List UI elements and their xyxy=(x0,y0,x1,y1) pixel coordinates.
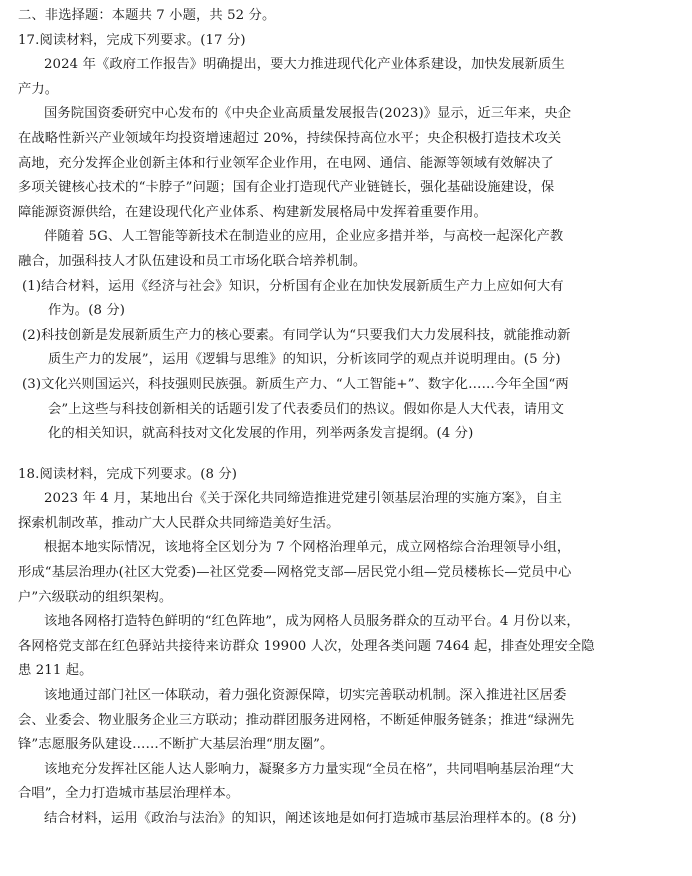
q17-header: 17.阅读材料，完成下列要求。(17 分) xyxy=(18,32,246,48)
q17-subquestion-2 xyxy=(18,324,674,373)
text-line: 作为。(8 分) xyxy=(48,303,126,319)
text-line: (1)结合材料，运用《经济与社会》知识，分析国有企业在加快发展新质生产力上应如何大有 xyxy=(22,278,564,294)
q18-question: 结合材料，运用《政治与法治》的知识，阐述该地是如何打造城市基层治理样本的。(8 分) xyxy=(44,811,577,826)
text-line: 锋”志愿服务队建设……不断扩大基层治理“朋友圈”。 xyxy=(18,737,334,753)
text-line: 该地各网格打造特色鲜明的“红色阵地”，成为网格人员服务群众的互动平台。4 月份以来， xyxy=(44,614,580,630)
text-line: 2023 年 4 月，某地出台《关于深化共同缔造推进党建引领基层治理的实施方案》，自主 xyxy=(44,491,563,507)
q17-paragraph-3 xyxy=(18,225,674,274)
text-line: 产力。 xyxy=(18,81,59,97)
q17-paragraph-2 xyxy=(18,102,674,225)
q18-header: 18.阅读材料，完成下列要求。(8 分) xyxy=(18,466,238,482)
text-line: 融合，加强科技人才队伍建设和员工市场化联合培养机制。 xyxy=(18,253,367,269)
text-line: 合唱”，全力打造城市基层治理样本。 xyxy=(18,786,240,802)
text-line: (3)文化兴则国运兴，科技强则民族强。新质生产力、“人工智能+”、数字化……今年全国“两 xyxy=(22,376,569,392)
text-line: 在战略性新兴产业领域年均投资增速超过 20%，持续保持高位水平；央企积极打造技术攻关 xyxy=(18,130,562,146)
text-line: 各网格党支部在红色驿站共接待来访群众 19900 人次，处理各类问题 7464 起，排查处理安全隐 xyxy=(18,638,595,654)
text-line: 多项关键核心技术的“卡脖子”问题；国有企业打造现代产业链链长，强化基础设施建设，保 xyxy=(18,180,555,196)
text-line: 该地充分发挥社区能人达人影响力，凝聚多方力量实现“全员在格”，共同唱响基层治理“大 xyxy=(44,761,574,777)
q18-paragraph-2 xyxy=(18,536,674,610)
text-line: 该地通过部门社区一体联动，着力强化资源保障，切实完善联动机制。深入推进社区居委 xyxy=(44,688,567,704)
text-line: 形成“基层治理办(社区大党委)—社区党委—网格党支部—居民党小组—党员楼栋长—党员中心 xyxy=(18,565,572,581)
q17-subquestion-3 xyxy=(18,373,674,447)
q18-paragraph-5 xyxy=(18,758,674,807)
section-title: 二、非选择题：本题共 7 小题，共 52 分。 xyxy=(18,8,276,23)
q17-paragraph-1 xyxy=(18,53,674,102)
text-line: 探索机制改革，推动广大人民群众共同缔造美好生活。 xyxy=(18,515,340,531)
text-line: 伴随着 5G、人工智能等新技术在制造业的应用，企业应多措并举，与高校一起深化产教 xyxy=(44,229,564,245)
text-line: 国务院国资委研究中心发布的《中央企业高质量发展报告(2023)》显示，近三年来，央企 xyxy=(44,106,572,122)
q18-paragraph-1 xyxy=(18,487,674,536)
text-line: 户”六级联动的组织架构。 xyxy=(18,589,173,605)
q18-paragraph-3 xyxy=(18,610,674,684)
section-gap xyxy=(18,447,674,463)
text-line: 会、业委会、物业服务企业三方联动；推动群团服务进网格，不断延伸服务链条；推进“绿洲先 xyxy=(18,712,575,728)
text-line: (2)科技创新是发展新质生产力的核心要素。有同学认为“只要我们大力发展科技，就能推动新 xyxy=(22,327,571,343)
q18-paragraph-4 xyxy=(18,684,674,758)
text-line: 会”上这些与科技创新相关的话题引发了代表委员们的热议。假如你是人大代表，请用文 xyxy=(48,401,564,417)
text-line: 患 211 起。 xyxy=(18,663,93,679)
text-line: 障能源资源供给，在建设现代化产业体系、构建新发展格局中发挥着重要作用。 xyxy=(18,204,487,220)
q17-subquestion-1 xyxy=(18,275,674,324)
text-line: 质生产力的发展”，运用《逻辑与思维》的知识，分析该同学的观点并说明理由。(5 分) xyxy=(48,352,561,368)
text-line: 根据本地实际情况，该地将全区划分为 7 个网格治理单元，成立网格综合治理领导小组， xyxy=(44,540,571,556)
text-line: 化的相关知识，就高科技对文化发展的作用，列举两条发言提纲。(4 分) xyxy=(48,426,474,442)
text-line: 2024 年《政府工作报告》明确提出，要大力推进现代化产业体系建设，加快发展新质生 xyxy=(44,57,565,73)
text-line: 高地，充分发挥企业创新主体和行业领军企业作用，在电网、通信、能源等领域有效解决了 xyxy=(18,155,554,171)
